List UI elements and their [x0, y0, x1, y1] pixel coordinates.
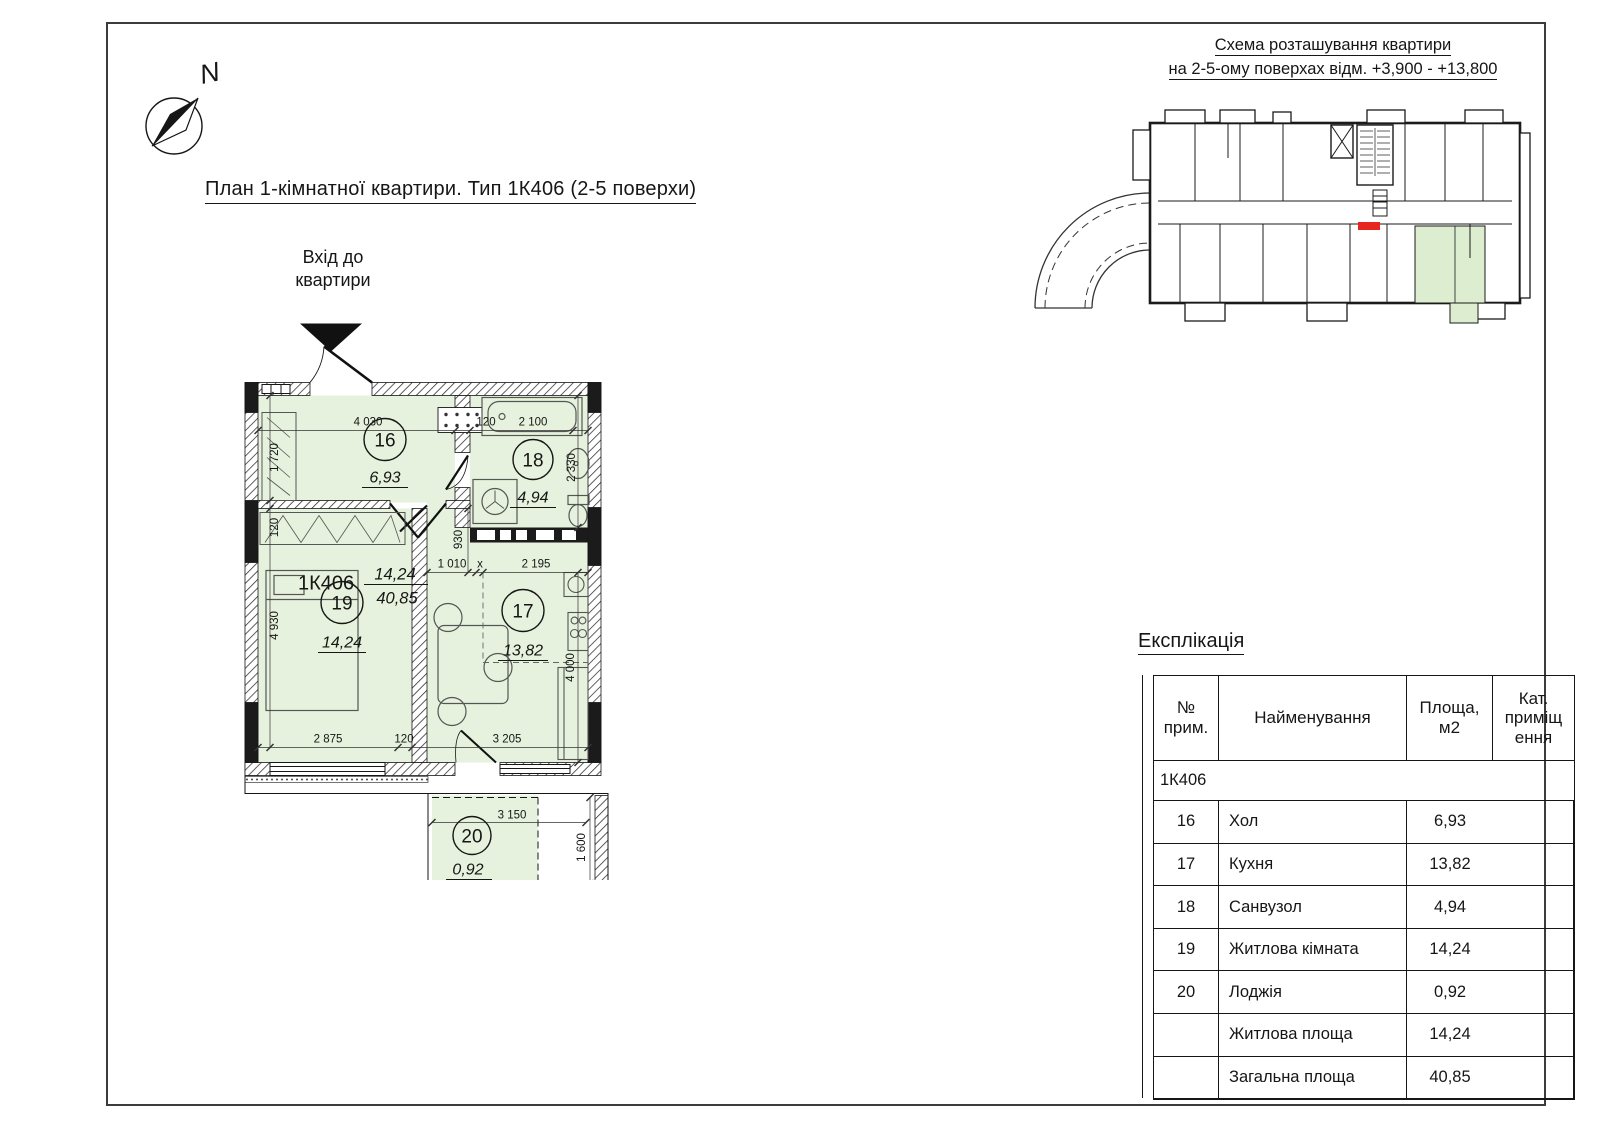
floor-plan [240, 300, 625, 880]
entrance-door [310, 347, 372, 383]
window-living [270, 763, 385, 776]
apartment-code: 1К406 [298, 572, 355, 595]
row-area: 14,24 [1407, 1014, 1493, 1057]
room-19-number: 19 [331, 593, 353, 615]
dim-bath-width: 2 100 [518, 416, 548, 429]
table-group-row: 1К406 [1154, 761, 1574, 801]
apartment-living-area: 14,24 [374, 565, 416, 584]
scheme-title [1118, 34, 1548, 82]
dim-corridor-depth: 930 [453, 529, 465, 550]
row-category [1493, 971, 1574, 1014]
dim-living-width: 2 875 [313, 733, 343, 746]
compass-needle-outline [152, 98, 198, 146]
col-header-name: Найменування [1219, 676, 1407, 761]
north-compass [130, 50, 230, 170]
row-num: 18 [1154, 886, 1219, 929]
north-label: N [197, 56, 223, 90]
ventilation-shaft [438, 408, 482, 433]
row-num: 20 [1154, 971, 1219, 1014]
row-name: Санвузол [1219, 886, 1407, 929]
room-16-number: 16 [374, 430, 396, 452]
hall-wall-window [262, 385, 290, 394]
loggia-outline [245, 776, 608, 881]
row-area: 6,93 [1407, 801, 1493, 844]
dim-hall-width: 4 030 [353, 416, 383, 429]
row-area: 13,82 [1407, 844, 1493, 887]
dim-kitchen-seg2: 2 195 [521, 558, 551, 571]
row-name: Кухня [1219, 844, 1407, 887]
bath-counter [470, 528, 588, 543]
dim-mid-wall: 120 [394, 733, 414, 746]
row-name: Житлова площа [1219, 1014, 1407, 1057]
highlighted-apartment [1415, 226, 1485, 323]
window-kitchen [500, 765, 570, 774]
col-header-number: № прим. [1154, 676, 1219, 761]
row-category [1493, 1057, 1574, 1100]
row-num: 16 [1154, 801, 1219, 844]
dim-kitchen-depth: 4 000 [565, 653, 577, 682]
row-area: 14,24 [1407, 929, 1493, 972]
dim-loggia-width: 3 150 [497, 809, 527, 822]
entrance-label: Вхід до квартири [295, 247, 371, 290]
room-20-number: 20 [461, 826, 483, 848]
explication-title: Експлікація [1138, 630, 1244, 653]
col-header-area: Площа, м2 [1407, 676, 1493, 761]
dim-kitchen-sep: x [477, 558, 483, 571]
dim-bath-wall: 120 [476, 416, 496, 429]
row-name: Хол [1219, 801, 1407, 844]
row-area: 4,94 [1407, 886, 1493, 929]
dim-kitchen-width: 3 205 [492, 733, 522, 746]
room-20-area: 0,92 [452, 861, 484, 879]
room-18-number: 18 [522, 450, 544, 472]
row-name: Житлова кімната [1219, 929, 1407, 972]
row-category [1493, 886, 1574, 929]
dim-bath-depth: 2 330 [566, 453, 578, 482]
room-16-area: 6,93 [369, 469, 401, 487]
scheme-title-line1: Схема розташування квартири [1214, 36, 1452, 54]
row-area: 0,92 [1407, 971, 1493, 1014]
entrance-arrow-icon [300, 324, 362, 352]
apartment-position-marker [1358, 222, 1380, 230]
row-name: Загальна площа [1219, 1057, 1407, 1100]
table-outer-line [1142, 675, 1143, 1098]
row-category [1493, 929, 1574, 972]
page-title: План 1-кімнатної квартири. Тип 1К406 (2-5 поверхи) [205, 178, 696, 201]
row-category [1493, 844, 1574, 887]
facade-sill-band [245, 777, 428, 783]
access-road [1035, 193, 1150, 308]
row-category [1493, 1014, 1574, 1057]
row-area: 40,85 [1407, 1057, 1493, 1100]
building-location-scheme [1015, 98, 1535, 333]
dim-hall-depth: 1 720 [269, 443, 281, 472]
room-19-area: 14,24 [321, 634, 363, 652]
row-num [1154, 1014, 1219, 1057]
apartment-total-area: 40,85 [376, 589, 418, 608]
scheme-title-line2: на 2-5-ому поверхах відм. +3,900 - +13,800 [1168, 59, 1498, 78]
room-18-area: 4,94 [517, 489, 549, 507]
dim-left-wall: 120 [269, 517, 281, 538]
dim-loggia-depth: 1 600 [576, 833, 588, 862]
dim-living-depth: 4 930 [269, 611, 281, 640]
room-17-number: 17 [512, 601, 534, 623]
row-num: 17 [1154, 844, 1219, 887]
row-num [1154, 1057, 1219, 1100]
dim-kitchen-seg1: 1 010 [437, 558, 467, 571]
explication-table [1153, 675, 1575, 1100]
row-num: 19 [1154, 929, 1219, 972]
row-category [1493, 801, 1574, 844]
row-name: Лоджія [1219, 971, 1407, 1014]
room-17-area: 13,82 [502, 642, 544, 660]
col-header-category: Кат. приміщ ення [1493, 676, 1574, 761]
